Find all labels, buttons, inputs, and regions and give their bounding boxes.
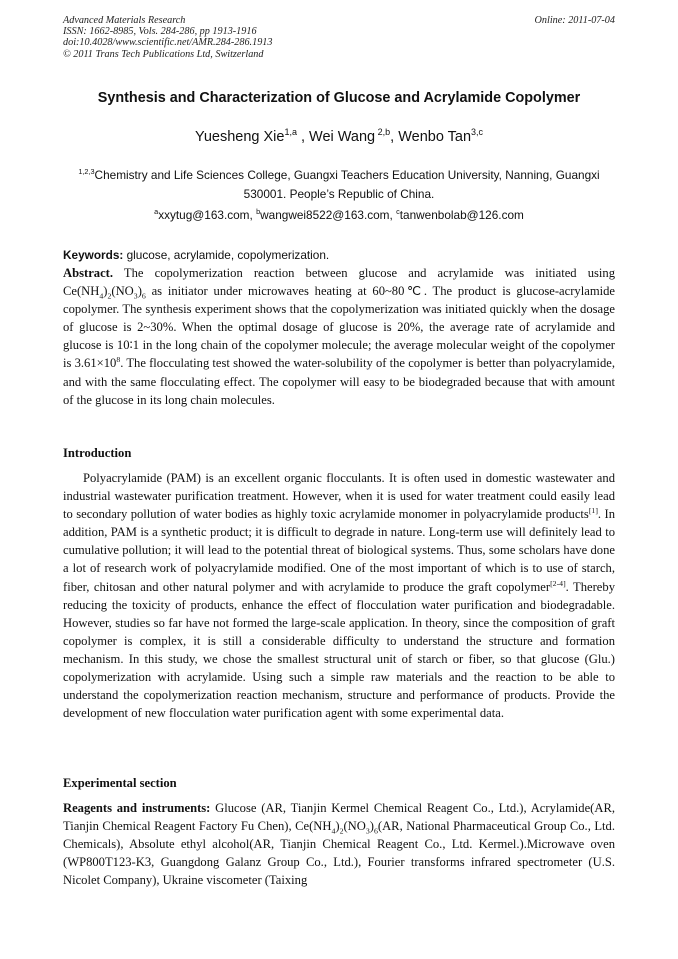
keywords [63,248,615,262]
journal-issn: ISSN: 1662-8985, Vols. 284-286, pp 1913-1916 [63,26,257,38]
subscript: 4 [99,291,104,301]
online-date: Online: 2011-07-04 [534,15,615,26]
introduction-heading: Introduction [63,446,132,460]
journal-doi: doi:10.4028/www.scientific.net/AMR.284-286.1913 [63,37,273,49]
author-name: Wei Wang [309,129,376,145]
citation-ref: [2-4] [550,578,566,588]
paper-title: Synthesis and Characterization of Glucose and Acrylamide Copolymer [97,90,581,106]
abstract-text: as initiator under microwaves heating at 60~80℃. The product is glucose-acrylamide copolymer. The synthesis experiment shows that the copolymerization was initiated quickly when the dosage of glucose is 2~30%. When the optimal dosage of glucose is 20%, the average rate of acrylamide and glucose is 10∶1 in the long chain of the copolymer molecule; the average molecular weight of the copolymer is 3.61×10 [63,284,615,371]
abstract [63,264,615,409]
email-separator: , [389,208,397,222]
author-separator: , [296,129,310,145]
author-list [0,129,678,145]
author-name: Wenbo Tan [398,129,472,145]
author-name: Yuesheng Xie [194,129,285,145]
abstract-label: Abstract. [63,266,114,280]
journal-header [63,15,615,60]
abstract-text: . The flocculating test showed the water-solubility of the copolymer is better than polyacrylamide, and with the same flocculating effect. The copolymer will easy to be biodegraded because that with amount of the glucose in its long chain molecules. [63,356,615,407]
email-superscript: c [396,207,400,217]
introduction-paragraph [63,469,615,722]
experimental-heading: Experimental section [63,776,177,790]
journal-name: Advanced Materials Research [63,15,186,26]
keywords-text: glucose, acrylamide, copolymerization. [123,248,330,262]
author-superscript: 2,b [375,127,391,138]
journal-copyright: © 2011 Trans Tech Publications Ltd, Switzerland [63,48,264,60]
subscript: 2 [339,826,344,836]
paragraph-text: Polyacrylamide (PAM) is an excellent organic flocculants. It is often used in domestic wastewater and industrial wastewater purification treatment. However, when it is used for water treatment could easily lead to secondary pollution of water bodies as highly toxic acrylamide monomer in polyacrylamide products [63,471,615,522]
reagents-paragraph [63,799,615,889]
affiliation [70,166,608,204]
subscript: 3 [365,826,370,836]
paragraph-text: Glucose (AR, Tianjin Kermel Chemical Reagent Co., Ltd.), Acrylamide(AR, Tianjin Chemical Reagent Factory Fu Chen), Ce(NH [63,801,615,834]
email-superscript: b [256,207,261,217]
subscript: 2 [107,291,112,301]
abstract-text: (NO [111,284,134,299]
subscript: 6 [373,826,378,836]
author-superscript: 1,a [284,127,297,138]
author-separator: , [390,129,399,145]
paragraph-text: ) [369,819,374,834]
email-address: wangwei8522@163.com [260,208,390,222]
paragraph-text: . In addition, PAM is a synthetic product; it is difficult to degrade in nature. Long-term use will definitely lead to cumulative pollution; it will lead to the potential threat of biological systems. Thus, some scholars have done a lot of research work of polyacrylamide modified. One of the most important of which is to use of starch, fiber, chitosan and other natural polymer and with acrylamide to produce the graft copolymer [63,507,615,594]
abstract-text: ) [103,284,108,299]
reagents-label: Reagents and instruments: [63,801,211,815]
affiliation-text: Chemistry and Life Sciences College, Guangxi Teachers Education University, Nanning, Guangxi 530001. People’s Republic of China. [94,168,600,201]
paragraph-text: (AR, National Pharmaceutical Group Co., Ltd. Chemicals), Absolute ethyl alcohol(AR, Tianjin Chemical Reagent Co., Ltd. Kermel.).Microwave oven (WP800T123-K3, Guangdong Galanz Group Co., Ltd.), Fourier transforms infrared spectrometer (U.S. Nicolet Company), Ukraine viscometer (Taixing [63,819,615,888]
affiliation-superscript: 1,2,3 [78,167,95,177]
email-separator: , [249,208,257,222]
superscript: 8 [116,355,121,365]
abstract-text: The copolymerization reaction between glucose and acrylamide was initiated using Ce(NH [63,266,615,299]
email-list [0,208,678,222]
subscript: 6 [141,291,146,301]
author-superscript: 3,c [471,127,484,138]
email-address: xxytug@163.com [158,208,250,222]
paragraph-text: ) [335,819,340,834]
subscript: 3 [133,291,138,301]
subscript: 4 [331,826,336,836]
keywords-label: Keywords: [63,248,124,262]
citation-ref: [1] [588,506,598,515]
email-address: tanwenbolab@126.com [399,208,524,222]
paragraph-text: . Thereby reducing the toxicity of products, enhance the effect of flocculation water purification and biodegradable. However, studies so far have not formed the large-scale application. In theory, since the composition of graft copolymer is complex, it is still a considerable difficulty to understand the structure and formation mechanism. In this study, we chose the smallest structural unit of starch or fiber, so that glucose (Glu.) copolymerization with acrylamide. Using such a simple raw materials and the reaction to be able to understand the copolymerization reaction mechanism, structure and performance of products. Provide the development of new flocculation water purification agent with some experimental data. [63,579,615,721]
paragraph-text: (NO [343,819,366,834]
email-superscript: a [154,207,159,217]
abstract-text: ) [137,284,142,299]
